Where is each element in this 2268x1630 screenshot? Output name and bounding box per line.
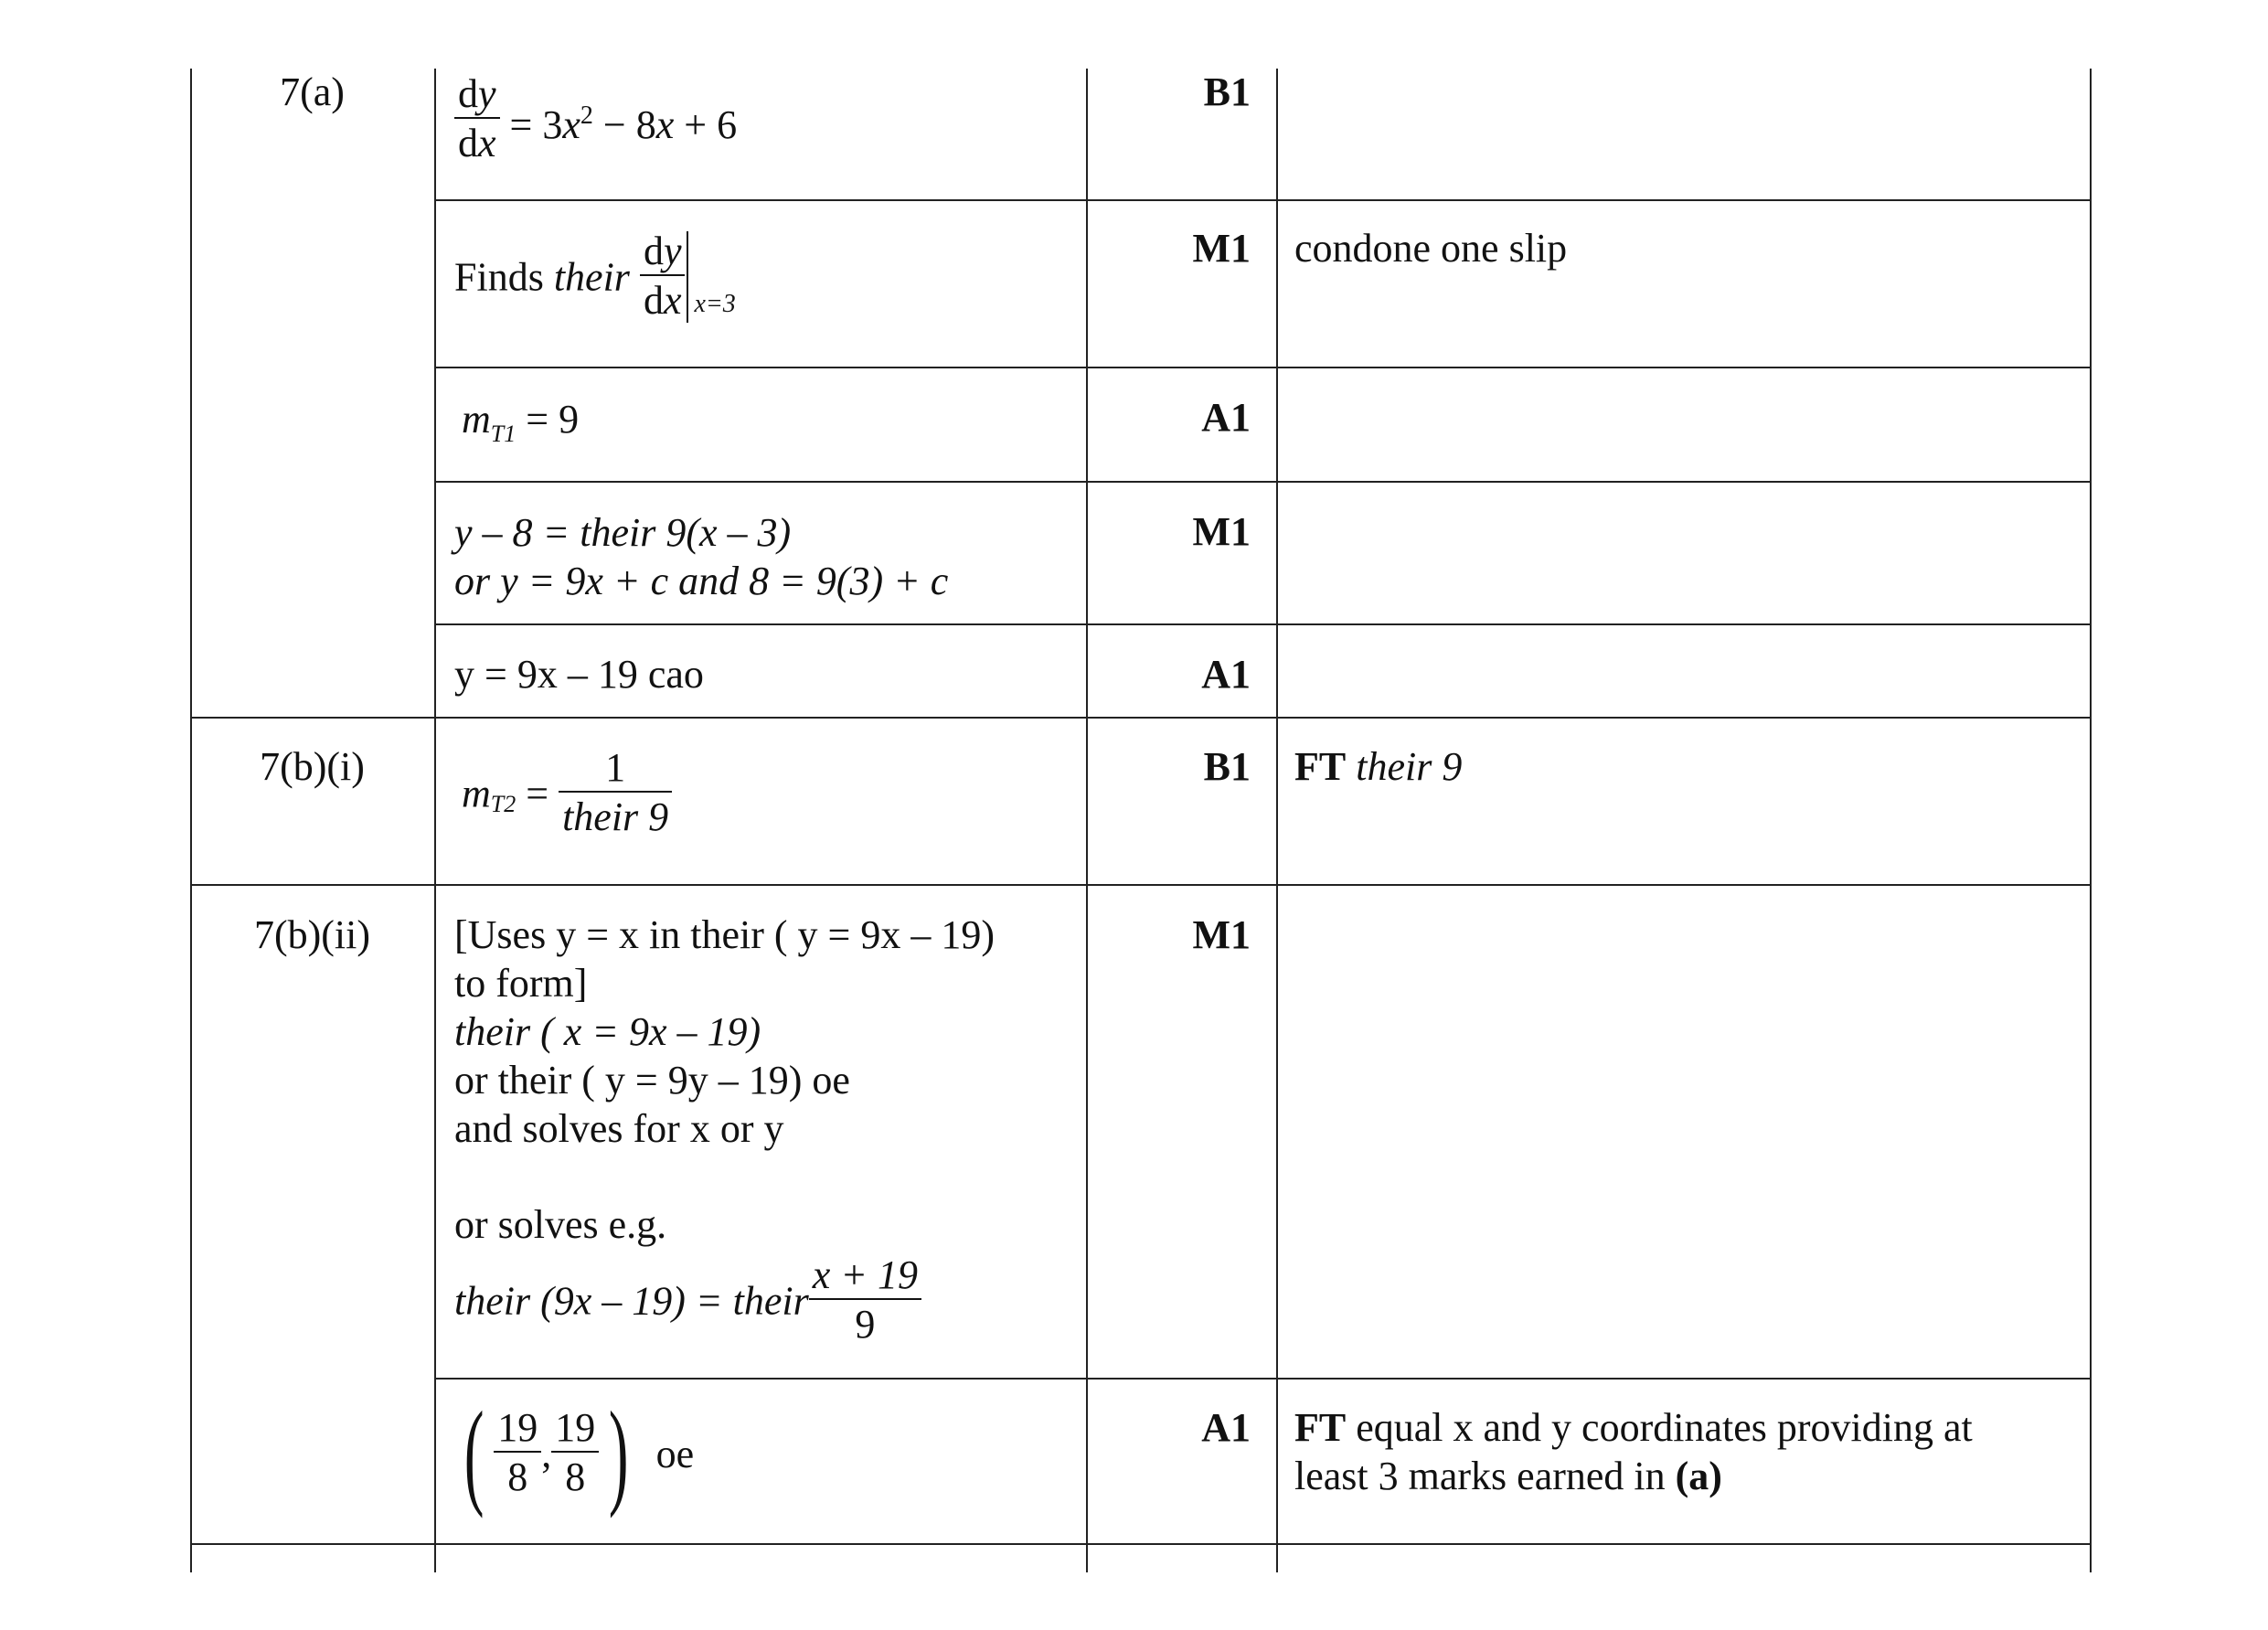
row-divider	[190, 1543, 2092, 1545]
guidance-text: FT equal x and y coordinates providing at least 3 marks earned in (a)	[1294, 1405, 1973, 1498]
row-divider	[434, 623, 2092, 625]
gradient-value: = 9	[526, 397, 580, 442]
table-divider-mark	[1276, 69, 1278, 1572]
answer-line: y – 8 = their 9(x – 3)	[454, 510, 792, 555]
answer-suffix: oe	[655, 1431, 695, 1476]
table-border-right	[2090, 69, 2092, 1572]
answer-line: [Uses y = x in their ( y = 9x – 19)	[454, 912, 995, 957]
mark-code: B1	[1203, 744, 1251, 789]
mark-code: M1	[1192, 226, 1251, 271]
answer-cell	[462, 395, 1065, 458]
row-divider	[190, 884, 2092, 886]
mark-code: A1	[1201, 652, 1251, 697]
fraction-denominator: their 9	[559, 791, 672, 842]
fraction-denominator: 9	[809, 1298, 921, 1349]
mark-code: M1	[1192, 912, 1251, 957]
gradient-symbol: m	[462, 397, 491, 442]
row-divider	[190, 717, 2092, 719]
row-divider	[434, 199, 2092, 201]
answer-line: or y = 9x + c and 8 = 9(3) + c	[454, 559, 949, 603]
answer-cell: $\frac{dy}{dx}$ = $3x^2 - 8x + 6$	[454, 71, 1076, 168]
answer-line: to form]	[454, 961, 588, 1006]
table-divider-question	[434, 69, 436, 1572]
answer-line: and solves for x or y	[454, 1106, 784, 1151]
fraction-numerator: x + 19	[812, 1252, 918, 1297]
answer-line: or solves e.g.	[454, 1202, 667, 1247]
mark-code: M1	[1192, 509, 1251, 554]
answer-their: their	[553, 254, 630, 300]
table-border-left	[190, 69, 192, 1572]
answer-cell: $m_{T2}$ = $\frac{1}{\text{their 9}}$	[462, 745, 1065, 842]
table-divider-answer	[1086, 69, 1088, 1572]
answer-prefix: Finds	[454, 254, 544, 300]
mark-code: B1	[1203, 69, 1251, 114]
gradient-subscript: T1	[490, 421, 516, 447]
answer-cell	[454, 911, 1076, 1349]
question-number: 7(b)(i)	[260, 744, 365, 789]
question-number: 7(a)	[280, 69, 345, 114]
answer-cell: Finds their $\frac{dy}{dx}$ x=3	[454, 229, 1076, 325]
question-number: 7(b)(ii)	[253, 912, 371, 957]
guidance-text: condone one slip	[1294, 226, 1568, 271]
answer-cell: y = 9x – 19 cao	[454, 652, 704, 697]
evaluation-point: x=3	[694, 290, 736, 318]
row-divider	[434, 367, 2092, 368]
mark-code: A1	[1201, 395, 1251, 440]
answer-line: their (9x – 19) = their	[454, 1278, 809, 1324]
fraction-numerator: 1	[605, 745, 626, 790]
guidance-text: FT their 9	[1294, 744, 1463, 789]
answer-line: their ( x = 9x – 19)	[454, 1009, 761, 1054]
row-divider	[434, 481, 2092, 483]
answer-cell	[454, 508, 1076, 605]
answer-cell: ( $\frac{19}{8}$ , $\frac{19}{8}$ ) oe	[463, 1388, 695, 1519]
answer-line: or their ( y = 9y – 19) oe	[454, 1058, 850, 1103]
row-divider	[434, 1378, 2092, 1380]
mark-code: A1	[1201, 1405, 1251, 1450]
